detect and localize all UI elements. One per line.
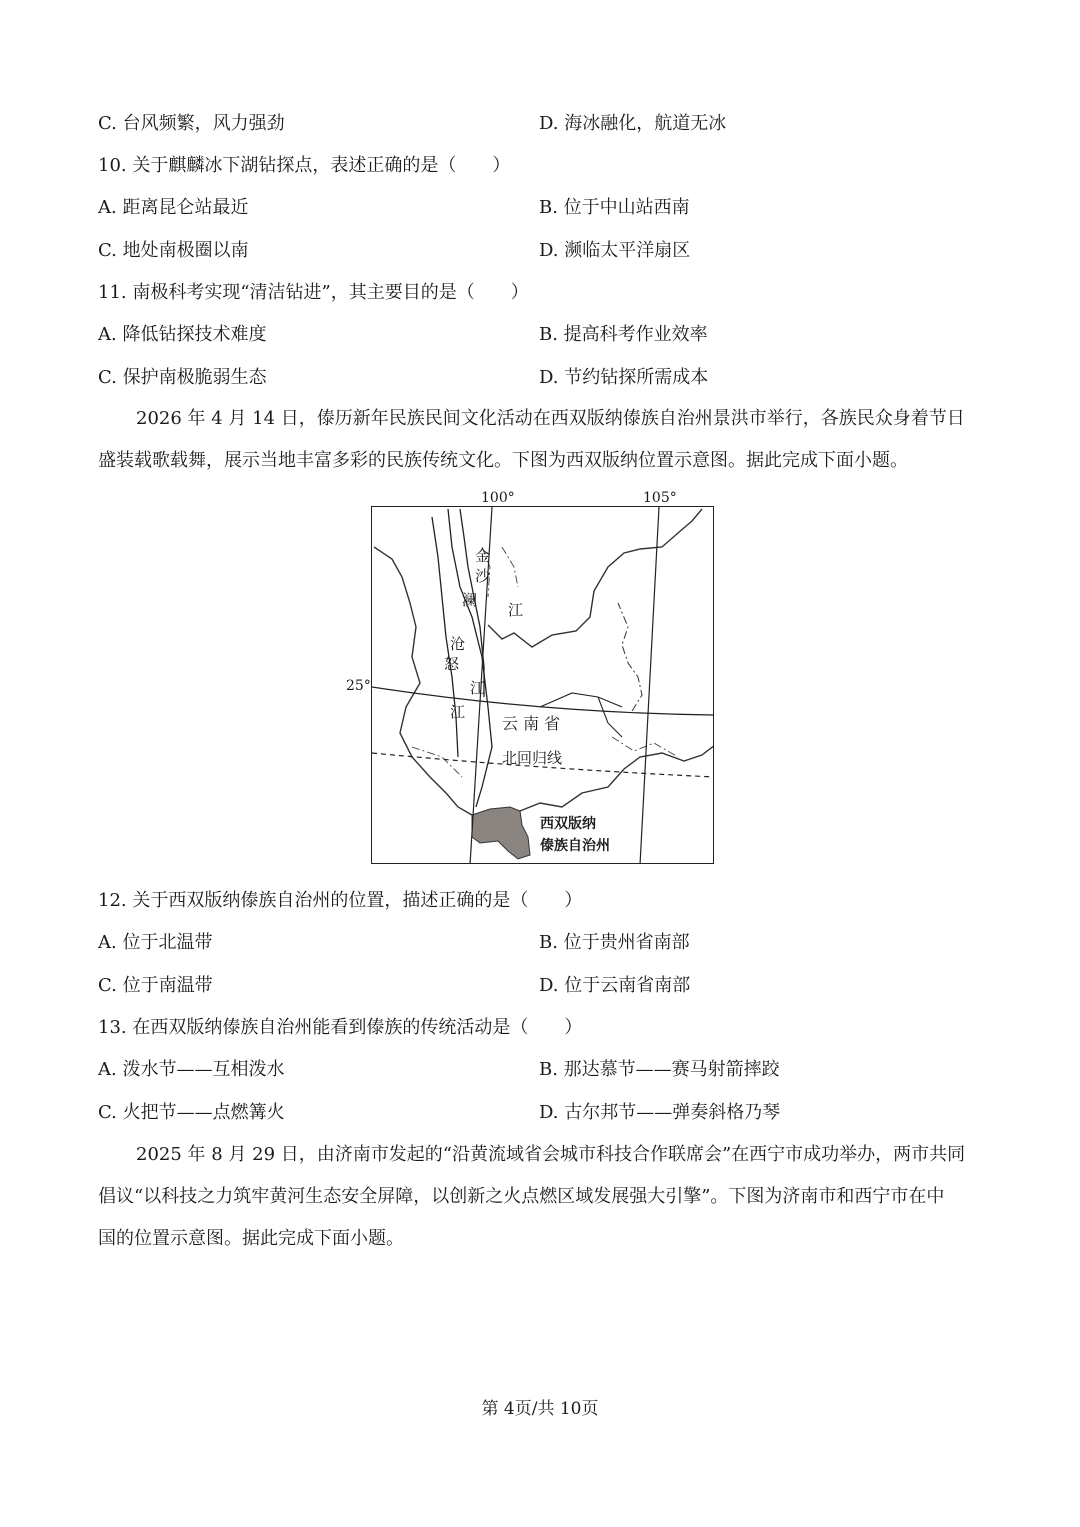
passage2-line2: 倡议“以科技之力筑牢黄河生态安全屏障，以创新之火点燃区域发展强大引擎”。下图为济南市和西宁市在中 xyxy=(98,1186,945,1207)
yunnan-east-boundary xyxy=(618,603,642,711)
q12-option-d: D. 位于云南省南部 xyxy=(539,975,691,996)
longitude-105-line xyxy=(640,507,659,864)
nu-label-1: 怒 xyxy=(444,655,460,673)
q12-option-a: A. 位于北温带 xyxy=(98,932,213,953)
lancang-label-3: 江 xyxy=(470,679,486,697)
lancang-label-1: 澜 xyxy=(462,591,478,609)
passage1-line1: 2026 年 4 月 14 日，傣历新年民族民间文化活动在西双版纳傣族自治州景洪市举行，各族民众身着节日 xyxy=(136,408,965,429)
map-drawing xyxy=(372,507,714,864)
q13-option-d: D. 古尔邦节——弹奏斜格乃琴 xyxy=(539,1102,781,1123)
prefecture-label-line2: 傣族自治州 xyxy=(540,838,610,854)
tropic-label: 北回归线 xyxy=(502,749,563,767)
passage-jinan-xining xyxy=(98,1134,982,1260)
q13-option-b: B. 那达慕节——赛马射箭摔跤 xyxy=(539,1059,780,1080)
q10-option-b: B. 位于中山站西南 xyxy=(539,197,690,218)
q11-option-b: B. 提高科考作业效率 xyxy=(539,324,708,345)
q9-option-d: D. 海冰融化，航道无冰 xyxy=(539,113,727,134)
q10-option-c: C. 地处南极圈以南 xyxy=(98,240,249,261)
q13-option-a: A. 泼水节——互相泼水 xyxy=(98,1059,285,1080)
nu-label-2: 江 xyxy=(450,703,466,721)
jinsha-label-1: 金 xyxy=(475,547,491,565)
jinsha-label-2: 沙 xyxy=(475,567,491,585)
q12-stem: 12. 关于西双版纳傣族自治州的位置，描述正确的是（ ） xyxy=(98,890,583,911)
q10-stem: 10. 关于麒麟冰下湖钻探点，表述正确的是（ ） xyxy=(98,155,511,176)
q12-option-b: B. 位于贵州省南部 xyxy=(539,932,690,953)
lancang-label-2: 沧 xyxy=(450,635,466,653)
jinsha-label-3: 江 xyxy=(508,601,524,619)
prefecture-label-line1: 西双版纳 xyxy=(540,816,596,832)
q11-stem: 11. 南极科考实现“清洁钻进”，其主要目的是（ ） xyxy=(98,282,529,303)
xishuangbanna-area xyxy=(472,807,530,859)
passage2-line3: 国的位置示意图。据此完成下面小题。 xyxy=(98,1228,404,1249)
longitude-100-label: 100° xyxy=(481,490,515,506)
q10-option-d: D. 濒临太平洋扇区 xyxy=(539,240,691,261)
q11-option-a: A. 降低钻探技术难度 xyxy=(98,324,267,345)
latitude-25-line xyxy=(372,687,714,715)
q10-option-a: A. 距离昆仑站最近 xyxy=(98,197,249,218)
xishuangbanna-location-map xyxy=(371,506,714,864)
page-number: 第 4页/共 10页 xyxy=(481,1399,599,1419)
province-label: 云 南 省 xyxy=(502,714,561,733)
longitude-105-label: 105° xyxy=(643,490,677,506)
q11-option-c: C. 保护南极脆弱生态 xyxy=(98,367,267,388)
latitude-25-label: 25° xyxy=(346,678,371,694)
yunnan-north-boundary xyxy=(488,509,702,647)
passage-xishuangbanna xyxy=(98,398,982,482)
q13-option-c: C. 火把节——点燃篝火 xyxy=(98,1102,285,1123)
q12-option-c: C. 位于南温带 xyxy=(98,975,213,996)
q11-option-d: D. 节约钻探所需成本 xyxy=(539,367,709,388)
q13-stem: 13. 在西双版纳傣族自治州能看到傣族的传统活动是（ ） xyxy=(98,1017,583,1038)
passage1-line2: 盛装载歌载舞，展示当地丰富多彩的民族传统文化。下图为西双版纳位置示意图。据此完成下面小题。 xyxy=(98,450,908,471)
q9-option-c: C. 台风频繁，风力强劲 xyxy=(98,113,285,134)
passage2-line1: 2025 年 8 月 29 日，由济南市发起的“沿黄流域省会城市科技合作联席会”在西宁市成功举办，两市共同 xyxy=(136,1144,966,1165)
